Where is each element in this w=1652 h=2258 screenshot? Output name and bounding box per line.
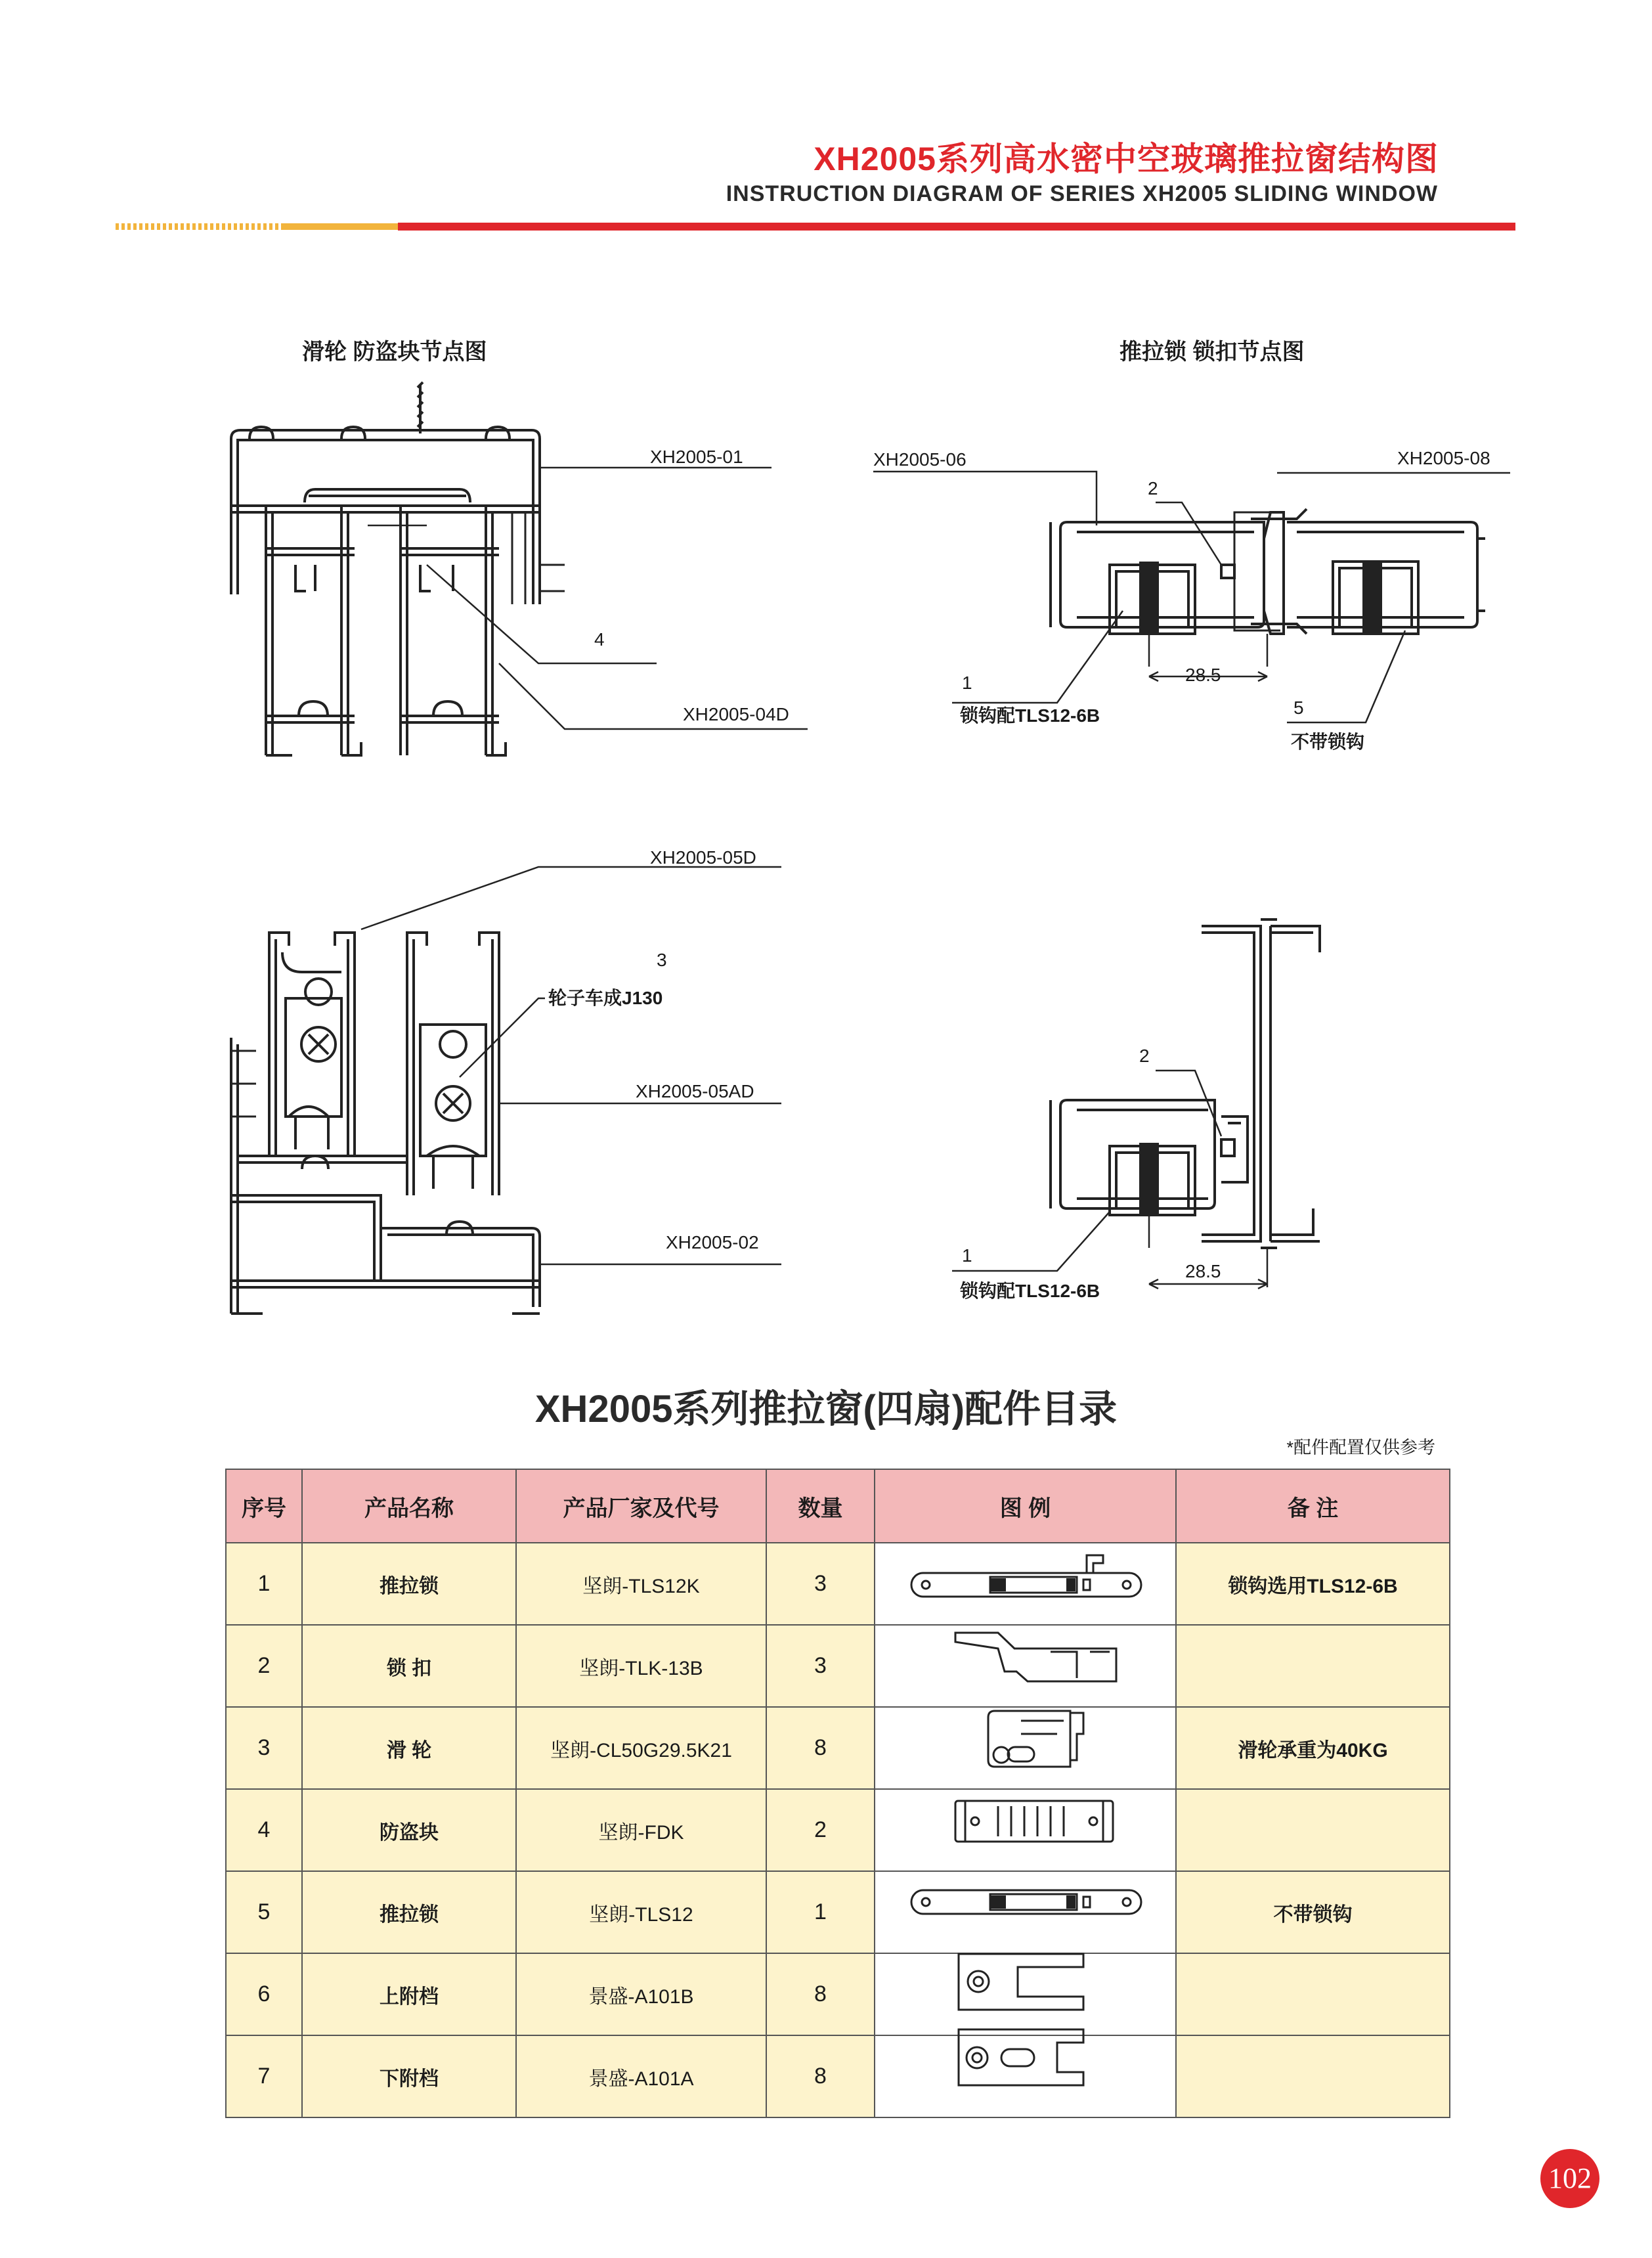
cell-name: 推拉锁 [302,1871,516,1953]
table-header-row [226,1469,1450,1543]
cell-remark: 滑轮承重为40KG [1176,1707,1450,1789]
drawing-lock-mullion-node [952,919,1320,1289]
cell-remark [1176,1625,1450,1707]
cell-code: 坚朗-TLS12K [516,1543,766,1625]
cell-no: 1 [226,1543,302,1625]
cell-name: 滑 轮 [302,1707,516,1789]
catalog-note: *配件配置仅供参考 [1286,1438,1435,1457]
label-part-1-text-bottom: 锁钩配TLS12-6B [960,1281,1100,1301]
cell-code: 坚朗-FDK [516,1789,766,1871]
table-row [226,1543,1450,1625]
label-xh2005-05d: XH2005-05D [650,847,756,868]
table-row [226,1871,1450,1953]
cell-name: 防盗块 [302,1789,516,1871]
label-dim-28-5-bottom: 28.5 [1185,1261,1221,1281]
cell-qty: 1 [766,1871,875,1953]
label-xh2005-02: XH2005-02 [666,1232,759,1252]
label-part-3-text: 轮子车成J130 [548,988,663,1008]
label-part-2-top: 2 [1148,478,1158,498]
cell-no: 3 [226,1707,302,1789]
header-remark: 备 注 [1176,1469,1450,1543]
header-figure: 图 例 [875,1469,1176,1543]
cell-qty: 2 [766,1789,875,1871]
cell-figure [875,1953,1176,2035]
label-part-5: 5 [1293,697,1304,718]
label-part-3: 3 [657,950,667,970]
label-part-4: 4 [594,629,605,650]
cell-code: 景盛-A101B [516,1953,766,2035]
label-part-1-text-top: 锁钩配TLS12-6B [960,705,1100,726]
diagram-title-pulley-node: 滑轮 防盗块节点图 [302,340,487,365]
cell-code: 坚朗-TLS12 [516,1871,766,1953]
cell-code: 坚朗-TLK-13B [516,1625,766,1707]
label-dim-28-5-top: 28.5 [1185,665,1221,685]
cell-remark [1176,2035,1450,2117]
cell-name: 下附档 [302,2035,516,2117]
catalog-title: XH2005系列推拉窗(四扇)配件目录 [534,1388,1118,1430]
cell-figure [875,1871,1176,1953]
page-title-cn: XH2005系列高水密中空玻璃推拉窗结构图 [814,141,1439,177]
cell-name: 上附档 [302,1953,516,2035]
cell-no: 7 [226,2035,302,2117]
cell-qty: 3 [766,1543,875,1625]
cell-remark [1176,1789,1450,1871]
cell-qty: 8 [766,1707,875,1789]
drawing-pulley-antitheft-node [231,382,808,755]
table-row [226,1625,1450,1707]
cell-figure [875,1543,1176,1625]
page-title-en: INSTRUCTION DIAGRAM OF SERIES XH2005 SLIDING WINDOW [726,181,1438,206]
page-number: 102 [1540,2149,1599,2208]
table-row [226,2035,1450,2117]
header-code: 产品厂家及代号 [516,1469,766,1543]
cell-no: 5 [226,1871,302,1953]
header-qty: 数量 [766,1469,875,1543]
cell-qty: 3 [766,1625,875,1707]
cell-no: 2 [226,1625,302,1707]
cell-name: 锁 扣 [302,1625,516,1707]
label-xh2005-06: XH2005-06 [873,449,967,470]
table-row [226,1789,1450,1871]
label-xh2005-08: XH2005-08 [1397,448,1490,468]
label-xh2005-01: XH2005-01 [650,447,743,467]
cell-figure [875,1789,1176,1871]
cell-qty: 8 [766,2035,875,2117]
label-xh2005-05ad: XH2005-05AD [636,1081,754,1101]
header-name: 产品名称 [302,1469,516,1543]
cell-qty: 8 [766,1953,875,2035]
cell-no: 6 [226,1953,302,2035]
cell-figure [875,2035,1176,2117]
cell-code: 坚朗-CL50G29.5K21 [516,1707,766,1789]
cell-figure [875,1707,1176,1789]
cell-name: 推拉锁 [302,1543,516,1625]
diagram-title-lock-node: 推拉锁 锁扣节点图 [1119,340,1305,365]
table-row [226,1953,1450,2035]
label-part-5-text: 不带锁钩 [1291,732,1365,752]
label-part-1-bottom: 1 [962,1245,972,1266]
cell-figure [875,1625,1176,1707]
table-row [226,1707,1450,1789]
label-xh2005-04d: XH2005-04D [683,704,789,724]
cell-no: 4 [226,1789,302,1871]
cell-code: 景盛-A101A [516,2035,766,2117]
cell-remark: 不带锁钩 [1176,1871,1450,1953]
cell-remark: 锁钩选用TLS12-6B [1176,1543,1450,1625]
parts-catalog-table [225,1469,1450,2118]
header-no: 序号 [226,1469,302,1543]
cell-remark [1176,1953,1450,2035]
label-part-2-bottom: 2 [1139,1046,1150,1066]
label-part-1-top: 1 [962,673,972,693]
